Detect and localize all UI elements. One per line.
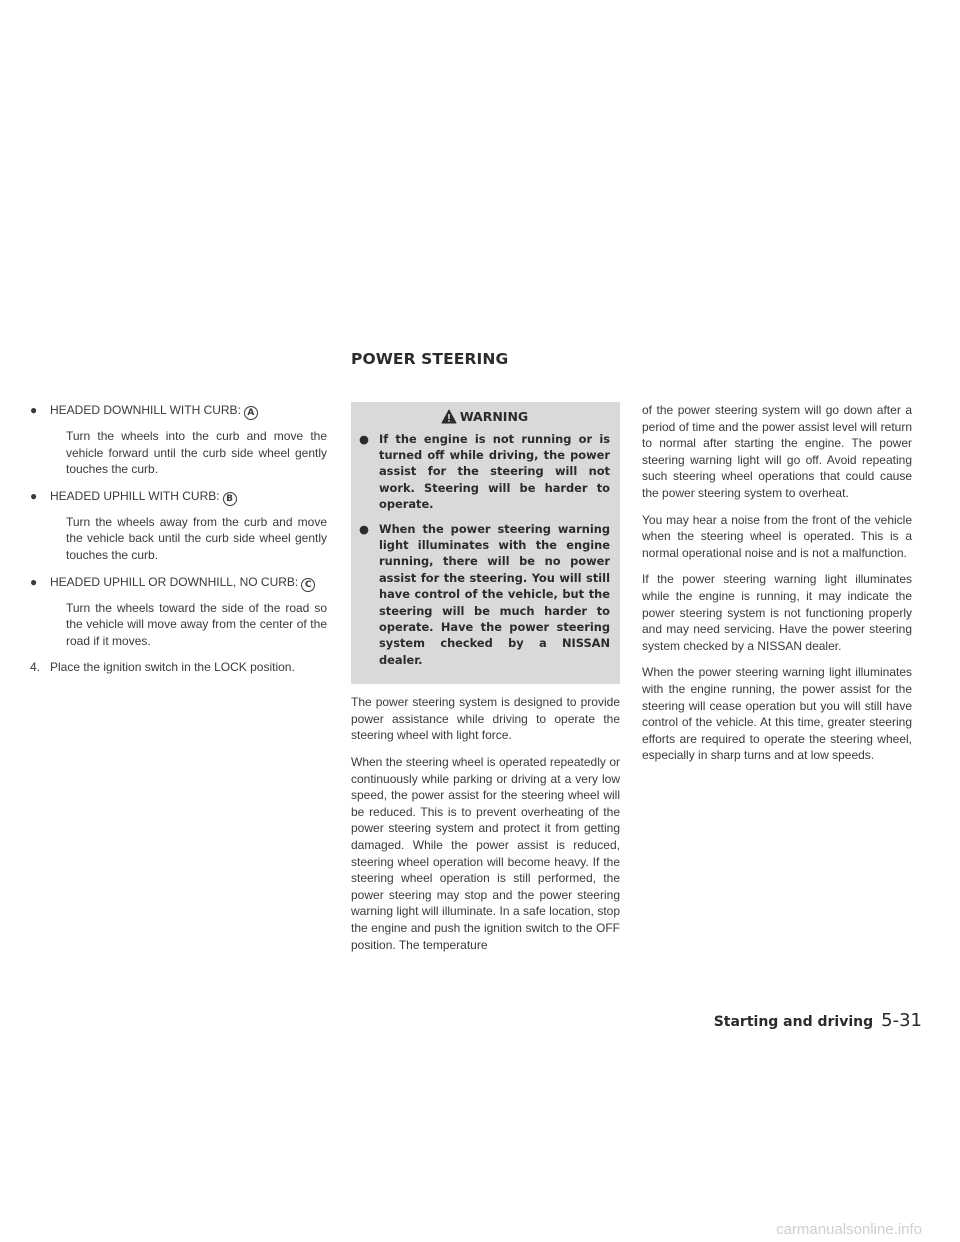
paragraph: When the power steering warning light illuminates with the engine running, the power assist for the steering will cease operation but you will still have control of the vehicle. At this time, greater steering efforts are required to operate the steering wheel, especially in sharp turns and at low speeds. xyxy=(642,665,912,763)
step-text: Place the ignition switch in the LOCK position. xyxy=(50,660,295,675)
list-item-head xyxy=(30,574,327,592)
item-body: Turn the wheels into the curb and move the vehicle forward until the curb side wheel gently touches the curb. xyxy=(66,429,327,477)
page-number: 5-31 xyxy=(881,1010,922,1031)
warning-item xyxy=(359,431,610,513)
page-footer xyxy=(714,1010,922,1031)
paragraph: You may hear a noise from the front of the vehicle when the steering wheel is operated. This is a normal operational noise and is not a malfunction. xyxy=(642,512,912,560)
paragraph: When the steering wheel is operated repeatedly or continuously while parking or driving at a very low speed, the power assist for the steering wheel will be reduced. This is to prevent overheating of the power steering system and protect it from getting damaged. While the power assist is reduced, steering wheel operation will become heavy. If the steering wheel operation is still performed, the power steering may stop and the power steering warning light will illuminate. In a safe location, stop the engine and push the ignition switch to the OFF position. The temperature xyxy=(351,755,620,952)
bullet-icon: ● xyxy=(359,431,369,446)
warning-text: If the engine is not running or is turned off while driving, the power assist for the steering will not work. Steering will be harder to operate. xyxy=(379,431,610,512)
list-item-head xyxy=(30,402,327,420)
warning-header xyxy=(359,404,610,431)
item-body: Turn the wheels toward the side of the road so the vehicle will move away from the center of the road if it moves. xyxy=(66,600,327,648)
warning-title: WARNING xyxy=(459,409,529,424)
list-item-head xyxy=(30,488,327,506)
warning-item xyxy=(359,521,610,669)
warning-box xyxy=(351,402,620,684)
item-heading: HEADED UPHILL WITH CURB: xyxy=(50,488,220,503)
warning-text: When the power steering warning light illuminates with the engine running, there will be no power assist for the steering. You will still have control of the vehicle, but the steering will be much harder to operate. Have the power steering system checked by a NISSAN dealer. xyxy=(379,521,610,667)
chapter-title: Starting and driving xyxy=(713,1014,874,1030)
paragraph: of the power steering system will go down after a period of time and the power assist level will return to normal after starting the engine. The power steering warning light will go off. Avoid repeating such steering wheel operations that could cause the power steering system to overheat. xyxy=(642,403,912,500)
callout-b-icon: B xyxy=(223,492,237,506)
middle-column xyxy=(351,402,620,963)
callout-a-icon: A xyxy=(244,406,258,420)
item-heading: HEADED UPHILL OR DOWNHILL, NO CURB: xyxy=(50,574,299,589)
section-title: POWER STEERING xyxy=(351,350,509,368)
paragraph: If the power steering warning light illuminates while the engine is running, it may indicate the power steering system is not functioning properly and may need servicing. Have the power steering system checked by a NISSAN dealer. xyxy=(642,572,912,653)
bullet-icon: ● xyxy=(30,574,38,589)
watermark: carmanualsonline.info xyxy=(776,1221,922,1238)
left-column xyxy=(30,402,327,676)
item-body: Turn the wheels away from the curb and move the vehicle back until the curb side wheel gently touches the curb. xyxy=(66,514,327,562)
numbered-step xyxy=(30,659,327,676)
step-number: 4. xyxy=(30,660,41,675)
paragraph: The power steering system is designed to provide power assistance while driving to operate the steering wheel with light force. xyxy=(351,695,620,743)
warning-triangle-icon xyxy=(441,409,457,424)
callout-c-icon: C xyxy=(301,578,315,592)
bullet-icon: ● xyxy=(30,403,38,417)
bullet-icon: ● xyxy=(359,521,369,536)
item-heading: HEADED DOWNHILL WITH CURB: xyxy=(50,403,241,417)
bullet-icon: ● xyxy=(30,488,38,503)
right-column xyxy=(642,402,912,774)
